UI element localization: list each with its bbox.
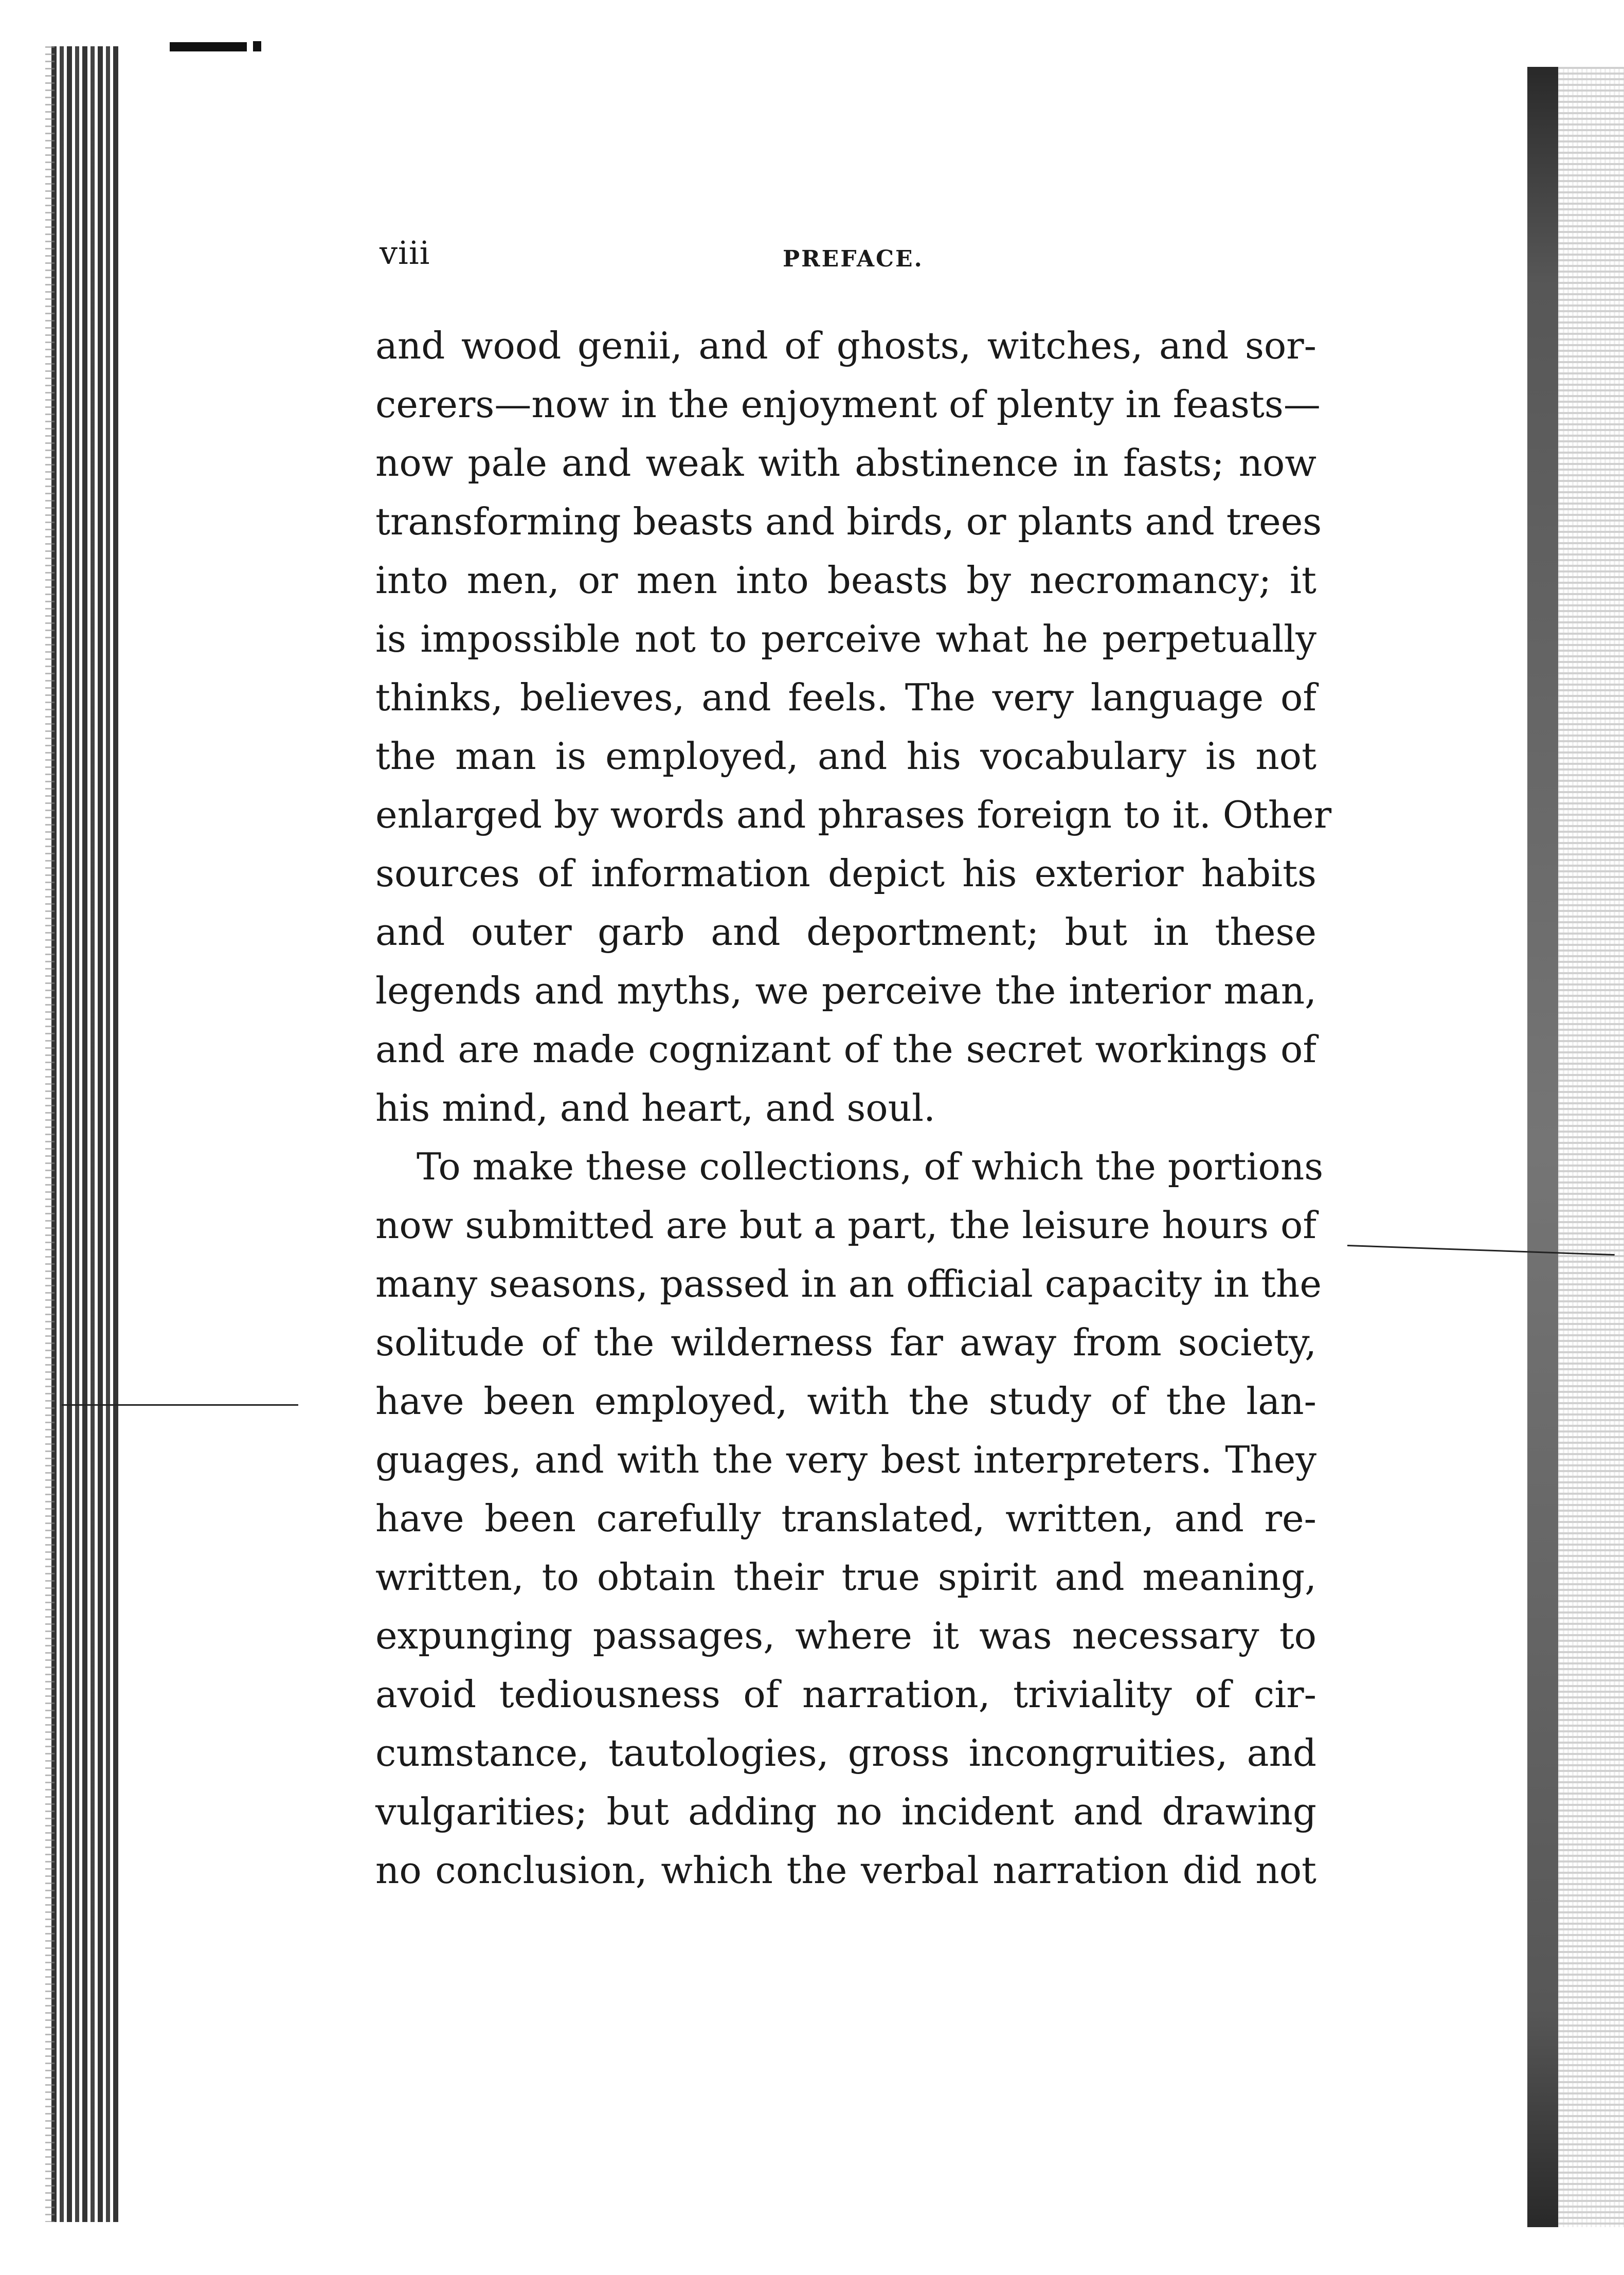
text-line: and wood genii, and of ghosts, witches, and sor- [375,324,1316,367]
text-line: cumstance, tautologies, gross incongruities, and [375,1731,1316,1775]
text-line: written, to obtain their true spirit and meaning, [375,1555,1316,1599]
text-line: enlarged by words and phrases foreign to it. Other [375,793,1332,836]
text-line: transforming beasts and birds, or plants and trees [375,500,1322,543]
binding-shadow-left [51,46,118,2222]
text-line: solitude of the wilderness far away from society, [375,1321,1316,1364]
page-number: viii [380,234,430,272]
scan-mark-top-small [253,41,261,51]
stray-line-left [62,1404,298,1406]
text-line: thinks, believes, and feels. The very language of [375,676,1316,719]
text-line: have been carefully translated, written, and re- [375,1497,1316,1540]
text-line: vulgarities; but adding no incident and drawing [375,1790,1316,1833]
text-line: no conclusion, which the verbal narration did not [375,1849,1316,1892]
page-edge-shadow-right [1527,67,1558,2227]
body-text [375,316,1332,1900]
text-line: his mind, and heart, and soul. [375,1086,935,1130]
paragraph [375,1137,1324,1900]
paragraph [375,316,1332,1137]
text-line: To make these collections, of which the portions [417,1145,1324,1188]
text-line: now pale and weak with abstinence in fasts; now [375,441,1316,485]
text-line: and outer garb and deportment; but in these [375,910,1316,954]
running-head: PREFACE. [783,246,924,272]
text-line: guages, and with the very best interpreters. They [375,1438,1316,1481]
text-line: sources of information depict his exterior habits [375,852,1316,895]
scan-noise-left [45,46,55,2222]
text-line: into men, or men into beasts by necromancy; it [375,559,1316,602]
text-line: is impossible not to perceive what he perpetually [375,617,1316,660]
scan-noise-right [1558,67,1624,2227]
text-line: have been employed, with the study of the lan- [375,1380,1316,1423]
text-line: the man is employed, and his vocabulary is not [375,735,1316,778]
text-line: cerers—now in the enjoyment of plenty in feasts— [375,383,1321,426]
text-line: expunging passages, where it was necessary to [375,1614,1316,1657]
text-line: now submitted are but a part, the leisure hours of [375,1204,1316,1247]
text-line: and are made cognizant of the secret workings of [375,1028,1316,1071]
scan-mark-top [170,42,247,51]
text-line: avoid tediousness of narration, triviality of cir- [375,1673,1316,1716]
text-line: legends and myths, we perceive the interior man, [375,969,1316,1012]
text-line: many seasons, passed in an official capacity in the [375,1262,1322,1305]
